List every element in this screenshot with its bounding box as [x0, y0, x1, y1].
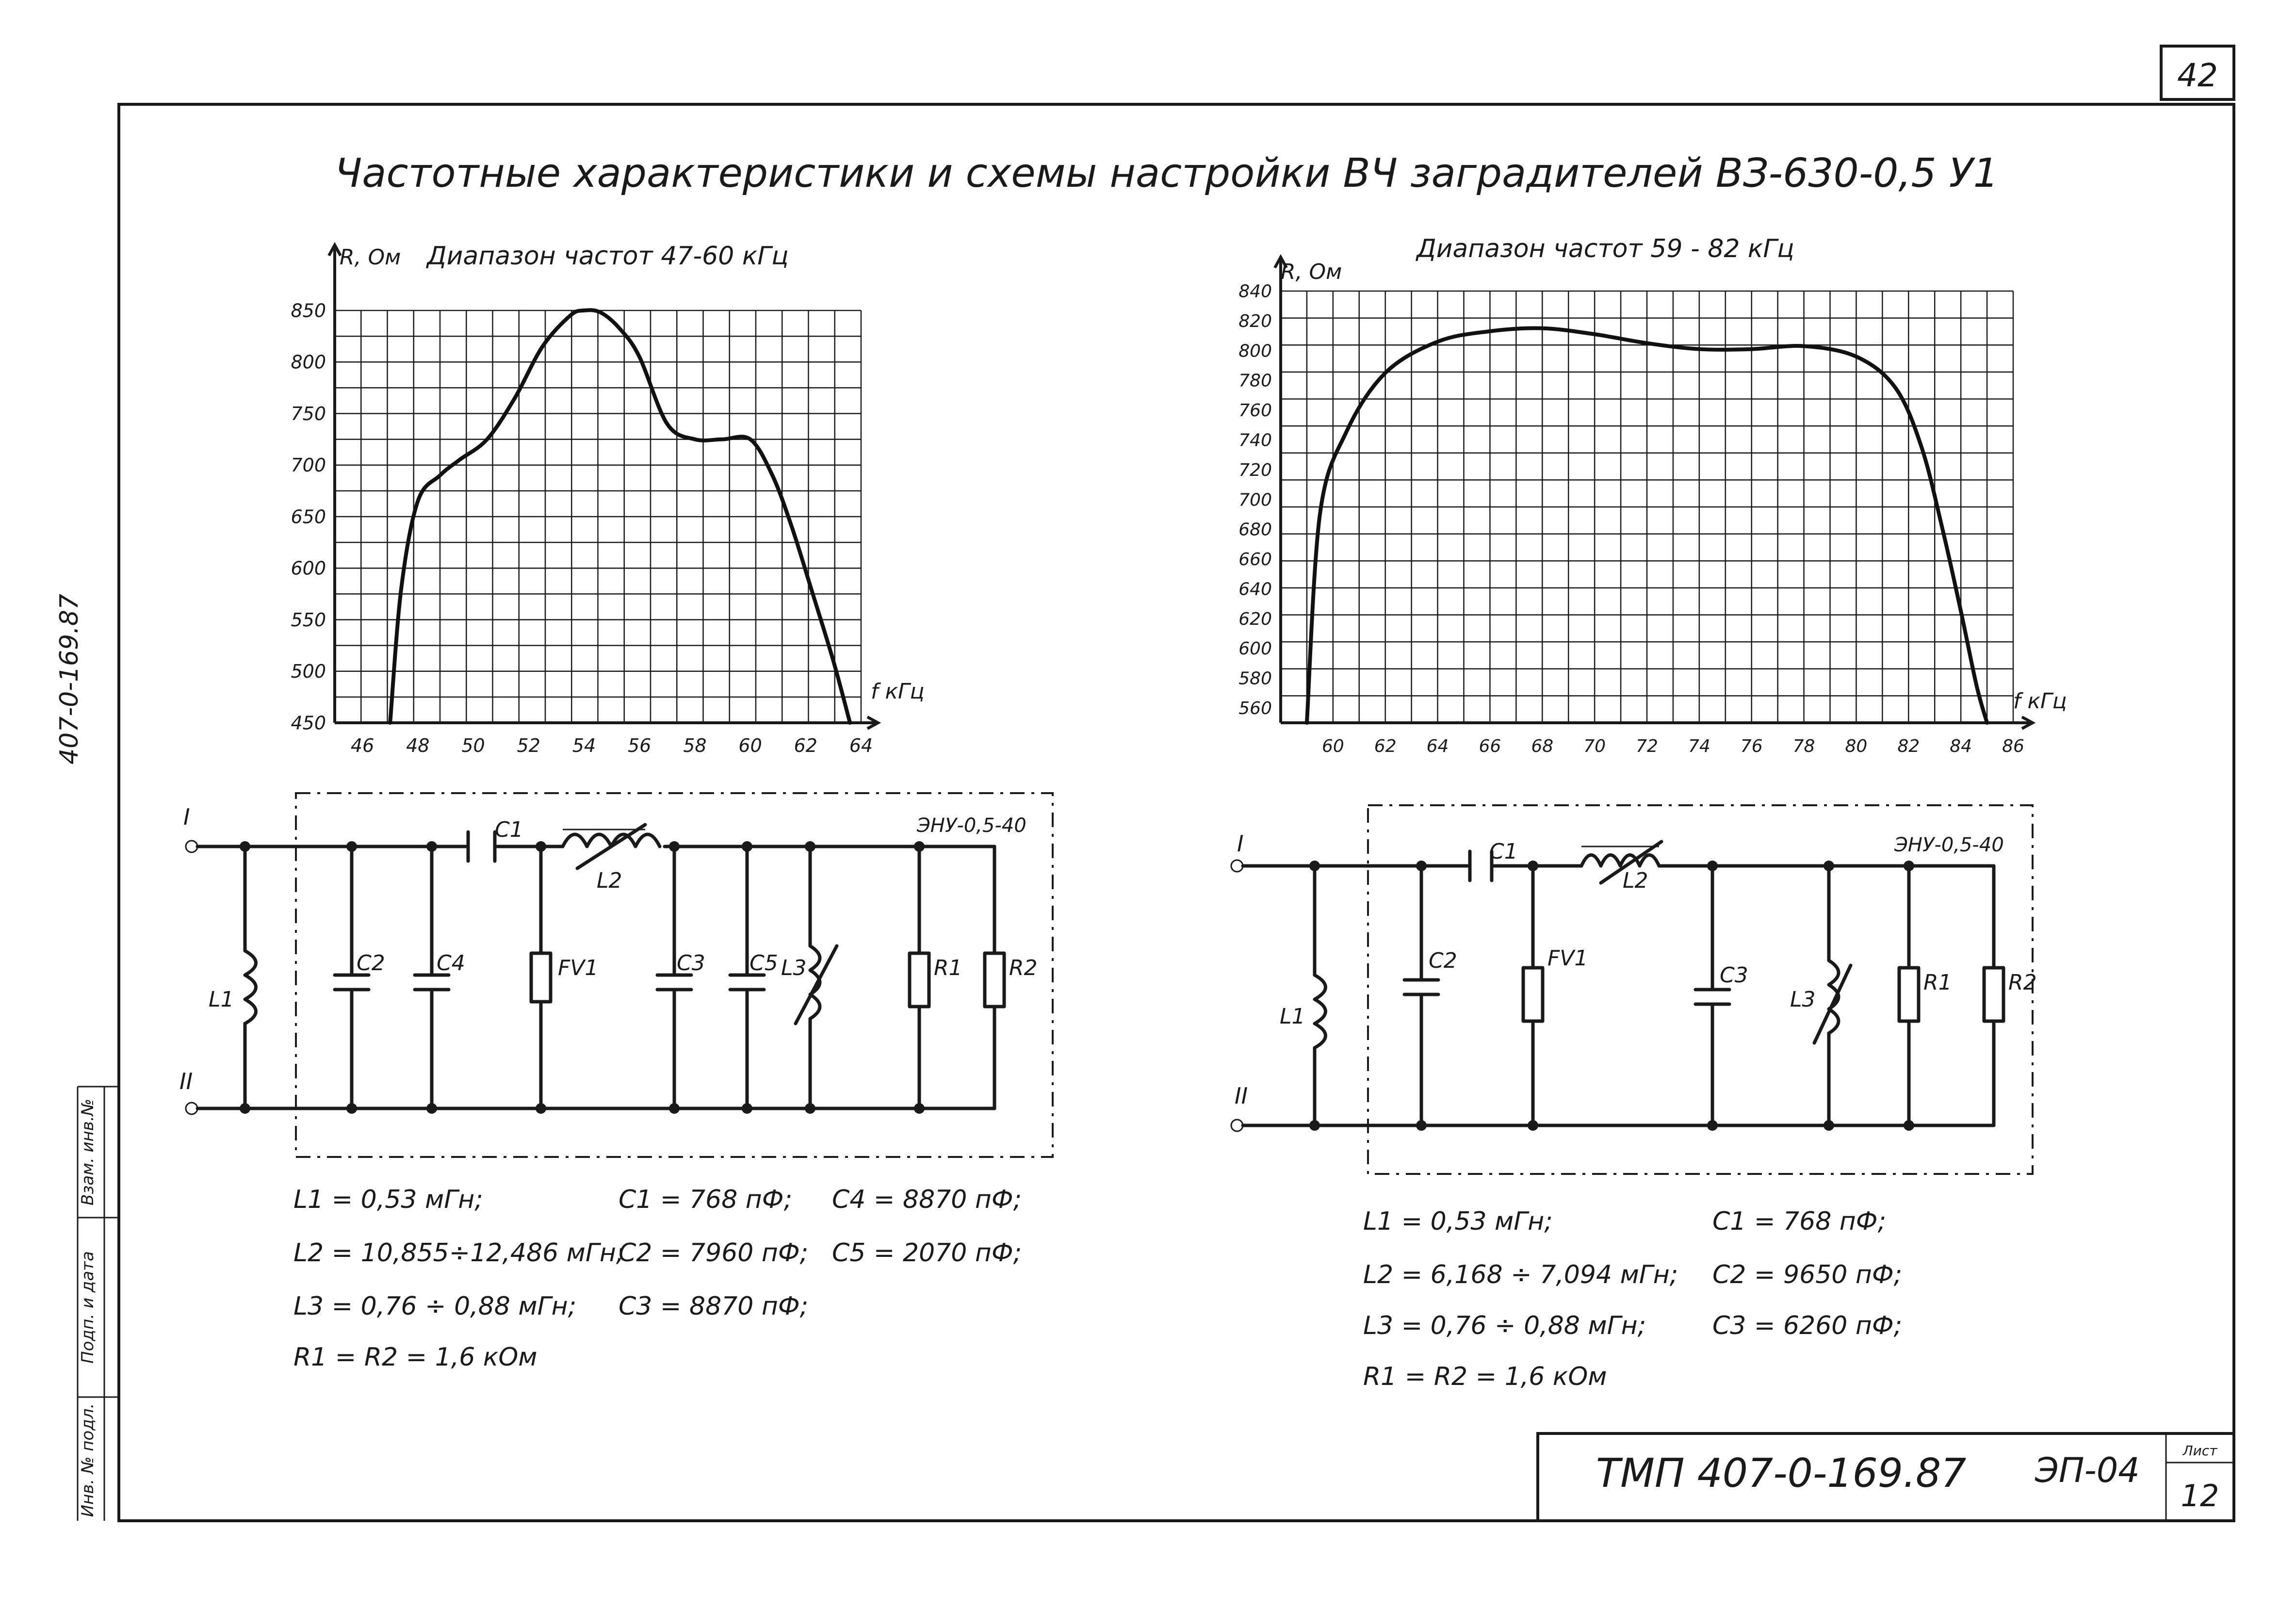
chart-right-xlabel: f кГц	[2013, 689, 2067, 714]
resistor-R2	[985, 953, 1004, 1007]
spec-left-L3: L3 = 0,76 ÷ 0,88 мГн;	[293, 1292, 577, 1321]
chart1-x-tick-label: 62	[794, 735, 817, 756]
chart-left-title: Диапазон частот 47-60 кГц	[427, 242, 789, 271]
chart2-y-tick-label: 700	[1238, 490, 1272, 510]
chart1-y-tick-label: 850	[291, 300, 326, 322]
chart2-x-tick-label: 62	[1374, 736, 1397, 756]
spec-left-C3: C3 = 8870 пФ;	[619, 1292, 809, 1321]
label-C5: C5	[749, 951, 778, 976]
arrester-FV1	[531, 953, 551, 1002]
label-R1: R1	[934, 956, 962, 980]
chart1-y-tick-label: 650	[291, 506, 326, 528]
terminal-top-left	[186, 841, 197, 852]
sheet-number: 42	[2177, 57, 2218, 94]
chart1-y-tick-label: 500	[291, 661, 326, 683]
resistor-R2-right	[1984, 968, 2003, 1021]
chart2-y-tick-label: 640	[1238, 579, 1272, 600]
drawing-title: Частотные характеристики и схемы настройки ВЧ заградителей ВЗ-630-0,5 У1	[335, 150, 1999, 196]
chart2-x-tick-label: 82	[1897, 736, 1920, 756]
chart2-x-tick-label: 64	[1426, 736, 1449, 756]
inductor-L1-right	[1315, 975, 1326, 1048]
chart2-y-tick-label: 720	[1238, 460, 1272, 480]
label-C2: C2	[357, 951, 385, 976]
label-R2: R2	[1009, 956, 1038, 980]
chart2-y-tick-label: 740	[1238, 430, 1272, 451]
chart2-y-tick-label: 820	[1238, 311, 1272, 331]
side-label-1: Взам. инв.№	[78, 1098, 98, 1206]
chart1-x-tick-label: 56	[627, 735, 651, 756]
label-C3-right: C3	[1720, 963, 1748, 988]
side-label-2: Подп. и дата	[78, 1251, 98, 1364]
label-L1: L1	[209, 987, 234, 1012]
chart1-y-tick-label: 450	[291, 712, 326, 734]
chart-right	[1238, 234, 2067, 756]
label-R2-right: R2	[2008, 970, 2037, 995]
chart1-x-tick-label: 58	[683, 735, 707, 756]
chart2-y-tick-label: 840	[1238, 281, 1272, 302]
label-C1: C1	[495, 817, 523, 842]
chart2-y-tick-label: 760	[1238, 401, 1272, 421]
chart2-y-tick-label: 660	[1238, 550, 1272, 570]
circuit-left-terminal-bottom: II	[179, 1068, 193, 1094]
circuit-right-enclosure-label: ЭНУ-0,5-40	[1894, 834, 2004, 856]
chart2-y-tick-label: 780	[1238, 371, 1272, 391]
circuit-left-enclosure-label: ЭНУ-0,5-40	[917, 814, 1026, 837]
resistor-R1	[910, 953, 929, 1007]
terminal-bottom-right	[1231, 1120, 1243, 1131]
chart-right-title: Диапазон частот 59 - 82 кГц	[1417, 234, 1794, 263]
label-L2: L2	[597, 868, 622, 893]
resistor-R1-right	[1899, 968, 1919, 1021]
spec-right-L1: L1 = 0,53 мГн;	[1363, 1207, 1553, 1236]
chart2-x-tick-label: 76	[1740, 736, 1763, 756]
chart1-x-tick-label: 60	[738, 735, 762, 756]
side-code: 407-0-169.87	[55, 594, 84, 765]
title-block-list-label: Лист	[2182, 1443, 2217, 1459]
chart1-y-tick-label: 750	[291, 403, 326, 424]
chart-left-ylabel: R, Ом	[340, 245, 401, 270]
circuit-left	[179, 793, 1053, 1157]
side-label-3: Инв. № подл.	[78, 1403, 98, 1517]
chart1-y-tick-label: 800	[291, 351, 326, 373]
chart2-x-tick-label: 78	[1792, 736, 1815, 756]
spec-left-C5: C5 = 2070 пФ;	[832, 1238, 1022, 1268]
spec-right-L3: L3 = 0,76 ÷ 0,88 мГн;	[1363, 1311, 1646, 1340]
chart2-x-tick-label: 74	[1688, 736, 1710, 756]
terminal-bottom-left	[186, 1103, 197, 1114]
label-C4: C4	[437, 951, 465, 976]
chart2-x-tick-label: 84	[1950, 736, 1972, 756]
chart2-y-tick-label: 560	[1238, 698, 1272, 718]
chart2-x-tick-label: 80	[1845, 736, 1868, 756]
spec-left-R: R1 = R2 = 1,6 кОм	[293, 1343, 537, 1372]
label-L2-right: L2	[1623, 868, 1648, 893]
label-FV1: FV1	[558, 956, 599, 980]
chart2-x-tick-label: 68	[1531, 736, 1554, 756]
arrester-FV1-right	[1523, 968, 1543, 1021]
chart1-y-tick-label: 600	[291, 557, 326, 579]
circuit-right-terminal-top: I	[1237, 830, 1244, 857]
chart2-y-tick-label: 580	[1238, 668, 1272, 689]
terminal-top-right	[1231, 860, 1243, 872]
chart1-x-tick-label: 46	[350, 735, 375, 756]
title-block-code: ТМП 407-0-169.87	[1596, 1450, 1967, 1497]
circuit-left-specs	[293, 1185, 1022, 1372]
chart1-x-tick-label: 64	[849, 735, 873, 756]
chart2-y-tick-label: 620	[1238, 609, 1272, 629]
inductor-L2-right	[1581, 855, 1659, 866]
title-block	[1538, 1433, 2234, 1521]
title-block-list-number: 12	[2181, 1478, 2219, 1513]
chart1-y-tick-label: 550	[291, 609, 326, 631]
chart2-y-tick-label: 600	[1238, 639, 1272, 659]
chart2-x-tick-label: 70	[1583, 736, 1606, 756]
label-L3-right: L3	[1790, 987, 1816, 1012]
chart1-x-tick-label: 54	[572, 735, 596, 756]
spec-right-L2: L2 = 6,168 ÷ 7,094 мГн;	[1363, 1260, 1678, 1289]
spec-left-L1: L1 = 0,53 мГн;	[293, 1185, 483, 1214]
chart-left	[291, 242, 924, 756]
chart2-x-tick-label: 72	[1636, 736, 1658, 756]
label-C1-right: C1	[1489, 839, 1518, 864]
binding-strip	[78, 1087, 119, 1521]
chart2-y-tick-label: 800	[1238, 341, 1272, 361]
spec-right-C1: C1 = 768 пФ;	[1712, 1207, 1887, 1236]
title-block-sheet-code: ЭП-04	[2035, 1450, 2140, 1490]
chart-left-xlabel: f кГц	[871, 679, 925, 704]
spec-left-C4: C4 = 8870 пФ;	[832, 1185, 1022, 1214]
chart1-x-tick-label: 48	[406, 735, 430, 756]
label-C2-right: C2	[1429, 948, 1457, 973]
circuit-right-specs	[1363, 1207, 1902, 1391]
label-FV1-right: FV1	[1547, 946, 1588, 971]
spec-right-C3: C3 = 6260 пФ;	[1712, 1311, 1903, 1340]
label-L1-right: L1	[1280, 1004, 1305, 1029]
chart2-y-tick-label: 680	[1238, 520, 1272, 540]
circuit-right-terminal-bottom: II	[1235, 1083, 1248, 1109]
chart2-x-tick-label: 66	[1479, 736, 1501, 756]
label-C3: C3	[677, 951, 705, 976]
spec-right-R: R1 = R2 = 1,6 кОм	[1363, 1362, 1607, 1391]
label-R1-right: R1	[1923, 970, 1952, 995]
spec-left-C2: C2 = 7960 пФ;	[619, 1238, 809, 1268]
spec-left-L2: L2 = 10,855÷12,486 мГн;	[293, 1238, 625, 1268]
circuit-left-terminal-top: I	[183, 804, 190, 830]
chart2-x-tick-label: 86	[2002, 736, 2024, 756]
chart1-x-tick-label: 52	[517, 735, 540, 756]
label-L3: L3	[781, 956, 807, 980]
chart1-x-tick-label: 50	[461, 735, 485, 756]
circuit-right	[1231, 805, 2037, 1174]
inductor-L1	[245, 951, 256, 1024]
spec-right-C2: C2 = 9650 пФ;	[1712, 1260, 1903, 1289]
chart1-y-tick-label: 700	[291, 455, 326, 476]
chart-right-ylabel: R, Ом	[1281, 260, 1342, 284]
spec-left-C1: C1 = 768 пФ;	[619, 1185, 793, 1214]
chart2-x-tick-label: 60	[1321, 736, 1344, 756]
